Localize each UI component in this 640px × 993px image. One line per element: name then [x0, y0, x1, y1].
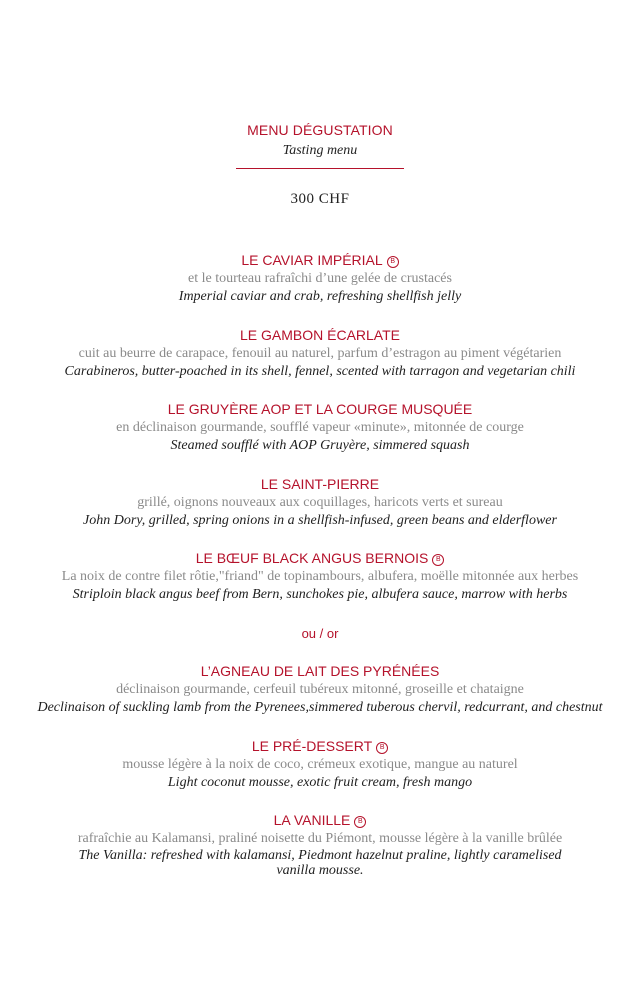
- course-pre-dessert: [0, 737, 640, 792]
- course-vanille: [0, 811, 640, 878]
- course-saint-pierre: [0, 475, 640, 530]
- course-gruyere: [0, 400, 640, 455]
- badge-icon: B: [354, 816, 366, 828]
- course-description-en: The Vanilla: refreshed with kalamansi, Piedmont hazelnut praline, lightly caramelised vanilla mousse.: [78, 848, 562, 878]
- course-description-en: Steamed soufflé with AOP Gruyère, simmered squash: [170, 438, 470, 453]
- course-gambon: [0, 326, 640, 381]
- course-name: LE SAINT-PIERRE: [260, 476, 380, 492]
- course-name-text: LE CAVIAR IMPÉRIAL: [241, 252, 383, 268]
- course-description-en: Declinaison of suckling lamb from the Pyrenees,simmered tuberous chervil, redcurrant, and chestnut: [37, 700, 603, 715]
- course-name: LE GRUYÈRE AOP ET LA COURGE MUSQUÉE: [167, 401, 473, 417]
- course-name: [0, 811, 640, 830]
- course-agneau: [0, 662, 640, 717]
- course-description-fr: rafraîchie au Kalamansi, praliné noisette du Piémont, mousse légère à la vanille brûlée: [77, 831, 563, 846]
- title-divider: [236, 168, 404, 169]
- course-description-fr: mousse légère à la noix de coco, crémeux exotique, mangue au naturel: [122, 757, 518, 772]
- course-description-fr: en déclinaison gourmande, soufflé vapeur «minute», mitonnée de courge: [116, 420, 524, 435]
- course-name-text: LE BŒUF BLACK ANGUS BERNOIS: [195, 550, 429, 566]
- course-description-fr: grillé, oignons nouveaux aux coquillages, haricots verts et sureau: [137, 495, 503, 510]
- course-description-fr: cuit au beurre de carapace, fenouil au naturel, parfum d’estragon au piment végétarien: [78, 346, 562, 361]
- course-name: LE GAMBON ÉCARLATE: [239, 327, 400, 343]
- course-description-en: John Dory, grilled, spring onions in a shellfish-infused, green beans and elderflower: [83, 513, 557, 528]
- course-caviar: [0, 251, 640, 306]
- badge-icon: B: [376, 742, 388, 754]
- course-name: L’AGNEAU DE LAIT DES PYRÉNÉES: [200, 663, 440, 679]
- course-description-en: Carabineros, butter-poached in its shell, fennel, scented with tarragon and vegetarian chili: [64, 364, 576, 379]
- course-description-fr: et le tourteau rafraîchi d’une gelée de crustacés: [188, 271, 452, 286]
- course-description-en: Light coconut mousse, exotic fruit cream, fresh mango: [167, 775, 473, 790]
- course-name: [0, 251, 640, 270]
- course-boeuf: [0, 549, 640, 604]
- course-name-text: LA VANILLE: [273, 812, 351, 828]
- course-description-en: Striploin black angus beef from Bern, sunchokes pie, albufera sauce, marrow with herbs: [72, 587, 568, 602]
- menu-price: 300 CHF: [290, 191, 350, 207]
- menu-subtitle: Tasting menu: [282, 143, 358, 158]
- course-name-text: LE PRÉ-DESSERT: [251, 738, 373, 754]
- menu-separator: ou / or: [301, 626, 339, 641]
- course-description-fr: déclinaison gourmande, cerfeuil tubéreux mitonné, groseille et chataigne: [116, 682, 524, 697]
- badge-icon: B: [432, 554, 444, 566]
- course-name: [0, 549, 640, 568]
- menu-title: MENU DÉGUSTATION: [247, 122, 393, 138]
- course-description-en: Imperial caviar and crab, refreshing shellfish jelly: [178, 289, 462, 304]
- badge-icon: B: [387, 256, 399, 268]
- course-name: [0, 737, 640, 756]
- course-description-fr: La noix de contre filet rôtie,"friand" de topinambours, albufera, moëlle mitonnée aux herbes: [61, 569, 579, 584]
